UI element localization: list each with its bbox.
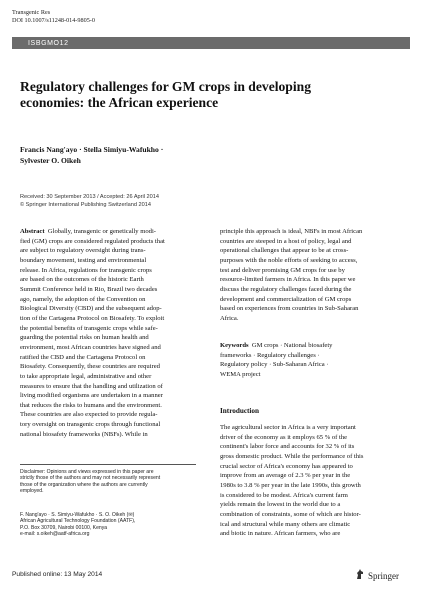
text-line: is considered to be modest. Africa's current farm [220, 491, 348, 499]
text-line: living modified organisms are undertaken in a manner [20, 392, 163, 400]
section-bar [12, 37, 410, 49]
text-line: are based on the outcomes of the historic Earth [20, 276, 144, 284]
text-line: Keywords GM crops · National biosafety [220, 342, 333, 349]
text-line: Summit Conference held in Rio, Brazil two decades [20, 285, 158, 293]
text-line: discuss the regulatory challenges faced during the [220, 285, 352, 293]
introduction-heading: Introduction [220, 407, 260, 415]
text-line: gross domestic product. While the performance of this [220, 452, 364, 460]
authors-line[interactable]: Sylvester O. Oikeh [20, 156, 81, 165]
text-line: tion of the Cartagena Protocol on Biosafety. To exploit [20, 314, 165, 322]
author-affiliation [20, 512, 196, 538]
springer-horse-icon [355, 567, 365, 585]
text-line: and biotic in nature. African farmers, who are [220, 530, 341, 538]
text-line: operational challenges that appear to be at cross- [220, 247, 349, 255]
text-line: Regulatory policy · Sub-Saharan Africa · [220, 361, 329, 369]
text-line: the potential benefits of transgenic crops while safe- [20, 324, 158, 332]
text-line: crucial sector of Africa's economy has appeared to [220, 462, 353, 470]
text-line: The agricultural sector in Africa is a very important [220, 424, 356, 431]
text-line: ago, namely, the adoption of the Convention on [20, 295, 146, 303]
journal-name: Transgenic Res [12, 9, 51, 16]
text-line: resource-limited farmers in Africa. In this paper we [220, 276, 356, 284]
text-line: that reduces the risks to humans and the environment. [20, 401, 162, 409]
text-line: driver of the economy as it employs 65 % of the [220, 433, 348, 441]
text-line: those of the organization where the authors are currently [20, 481, 148, 488]
text-line: development and commercialization of GM crops [220, 295, 352, 303]
text-line: P.O. Box 30709, Nairobi 00100, Kenya [20, 524, 108, 531]
text-line: countries are steeped in a host of policy, legal and [220, 237, 352, 245]
email-link[interactable]: e-mail: s.oikeh@aatf-africa.org [20, 531, 90, 538]
author-list [20, 144, 380, 166]
text-line: frameworks · Regulatory challenges · [220, 351, 320, 359]
doi[interactable]: DOI 10.1007/s11248-014-9805-0 [12, 16, 95, 24]
text-line: strictly those of the authors and may not necessarily represent [20, 475, 161, 482]
copyright-notice: © Springer International Publishing Switzerland 2014 [20, 201, 151, 208]
text-line: environment, most African countries have signed and [20, 343, 161, 351]
text-line: African Agricultural Technology Foundation (AATF), [20, 518, 136, 525]
title-line: Regulatory challenges for GM crops in developing [20, 79, 311, 94]
text-line: Disclaimer: Opinions and views expressed in this paper are [20, 469, 154, 475]
text-line: Africa. [220, 314, 239, 322]
text-line: are subject to regulatory oversight during trans- [20, 247, 146, 255]
abstract-label: Abstract [20, 228, 45, 235]
keywords-label: Keywords [220, 342, 249, 349]
text-line: Biological Diversity (CBD) and the subsequent adop- [20, 305, 162, 313]
disclaimer-footnote [20, 469, 196, 495]
text-line: release. In Africa, regulations for transgenic crops [20, 266, 152, 274]
text-line: improve from an average of 2.3 % per year in the [220, 472, 351, 480]
text-line: yields remain the lowest in the world due to a [220, 501, 341, 509]
text-line: Biosafety. Consequently, these countries are required [20, 363, 160, 371]
text-line: principle this approach is ideal, NBFs in most African [220, 228, 363, 235]
text-line: continent's labor force and accounts for 32 % of its [220, 443, 355, 451]
text-line: boundary movement, testing and environmental [20, 256, 147, 264]
text-line: F. Nang'ayo · S. Simiyu-Wafukho · S. O. Oikeh (✉) [20, 512, 135, 518]
text-line: WEMA project [220, 370, 261, 378]
published-date: Published online: 13 May 2014 [12, 571, 103, 578]
abstract-left-column [20, 227, 196, 439]
paper-title [20, 79, 400, 111]
journal-header [12, 9, 95, 24]
section-label: ISBGMO12 [28, 39, 69, 47]
text-line: 1980s to 3.8 % per year in the late 1990s, this growth [220, 481, 361, 489]
text-line: These countries are also expected to provide regula- [20, 411, 158, 419]
text-line: to take appropriate legal, administrative and other [20, 372, 152, 380]
text-line: test and deliver promising GM crops for use by [220, 266, 345, 274]
text-line: fied (GM) crops are considered regulated products that [20, 237, 165, 245]
text-line: ratified the CBD and the Cartagena Protocol on [20, 353, 146, 361]
text-line: guarding the potential risks on human health and [20, 334, 149, 342]
keywords-block [220, 341, 404, 379]
article-history [20, 194, 159, 210]
footnote-divider [20, 464, 196, 465]
text-line: purposes with the noble efforts of seeking to access, [220, 256, 358, 264]
publisher-logo [355, 567, 399, 585]
text-line: based on experiences from countries in Sub-Saharan [220, 305, 359, 313]
text-line: tory oversight on transgenic crops through functional [20, 421, 161, 429]
text-line: Abstract Globally, transgenic or genetically modi- [20, 228, 156, 235]
text-line: employed. [20, 488, 44, 495]
abstract-right-column [220, 227, 404, 324]
received-accepted: Received: 30 September 2013 / Accepted: 26 April 2014 [20, 194, 160, 200]
publisher-name: Springer [368, 571, 399, 581]
text-line: measures to ensure that the handling and utilization of [20, 382, 163, 390]
introduction-body [220, 423, 404, 539]
authors-line[interactable]: Francis Nang'ayo · Stella Simiyu-Wafukho · [20, 145, 164, 154]
text-line: national biosafety frameworks (NBFs). While in [20, 430, 148, 438]
text-line: combination of constraints, some of which are histor- [220, 510, 361, 518]
title-line: economies: the African experience [20, 95, 219, 110]
text-line: ical and structural while many others are climatic [220, 520, 351, 528]
